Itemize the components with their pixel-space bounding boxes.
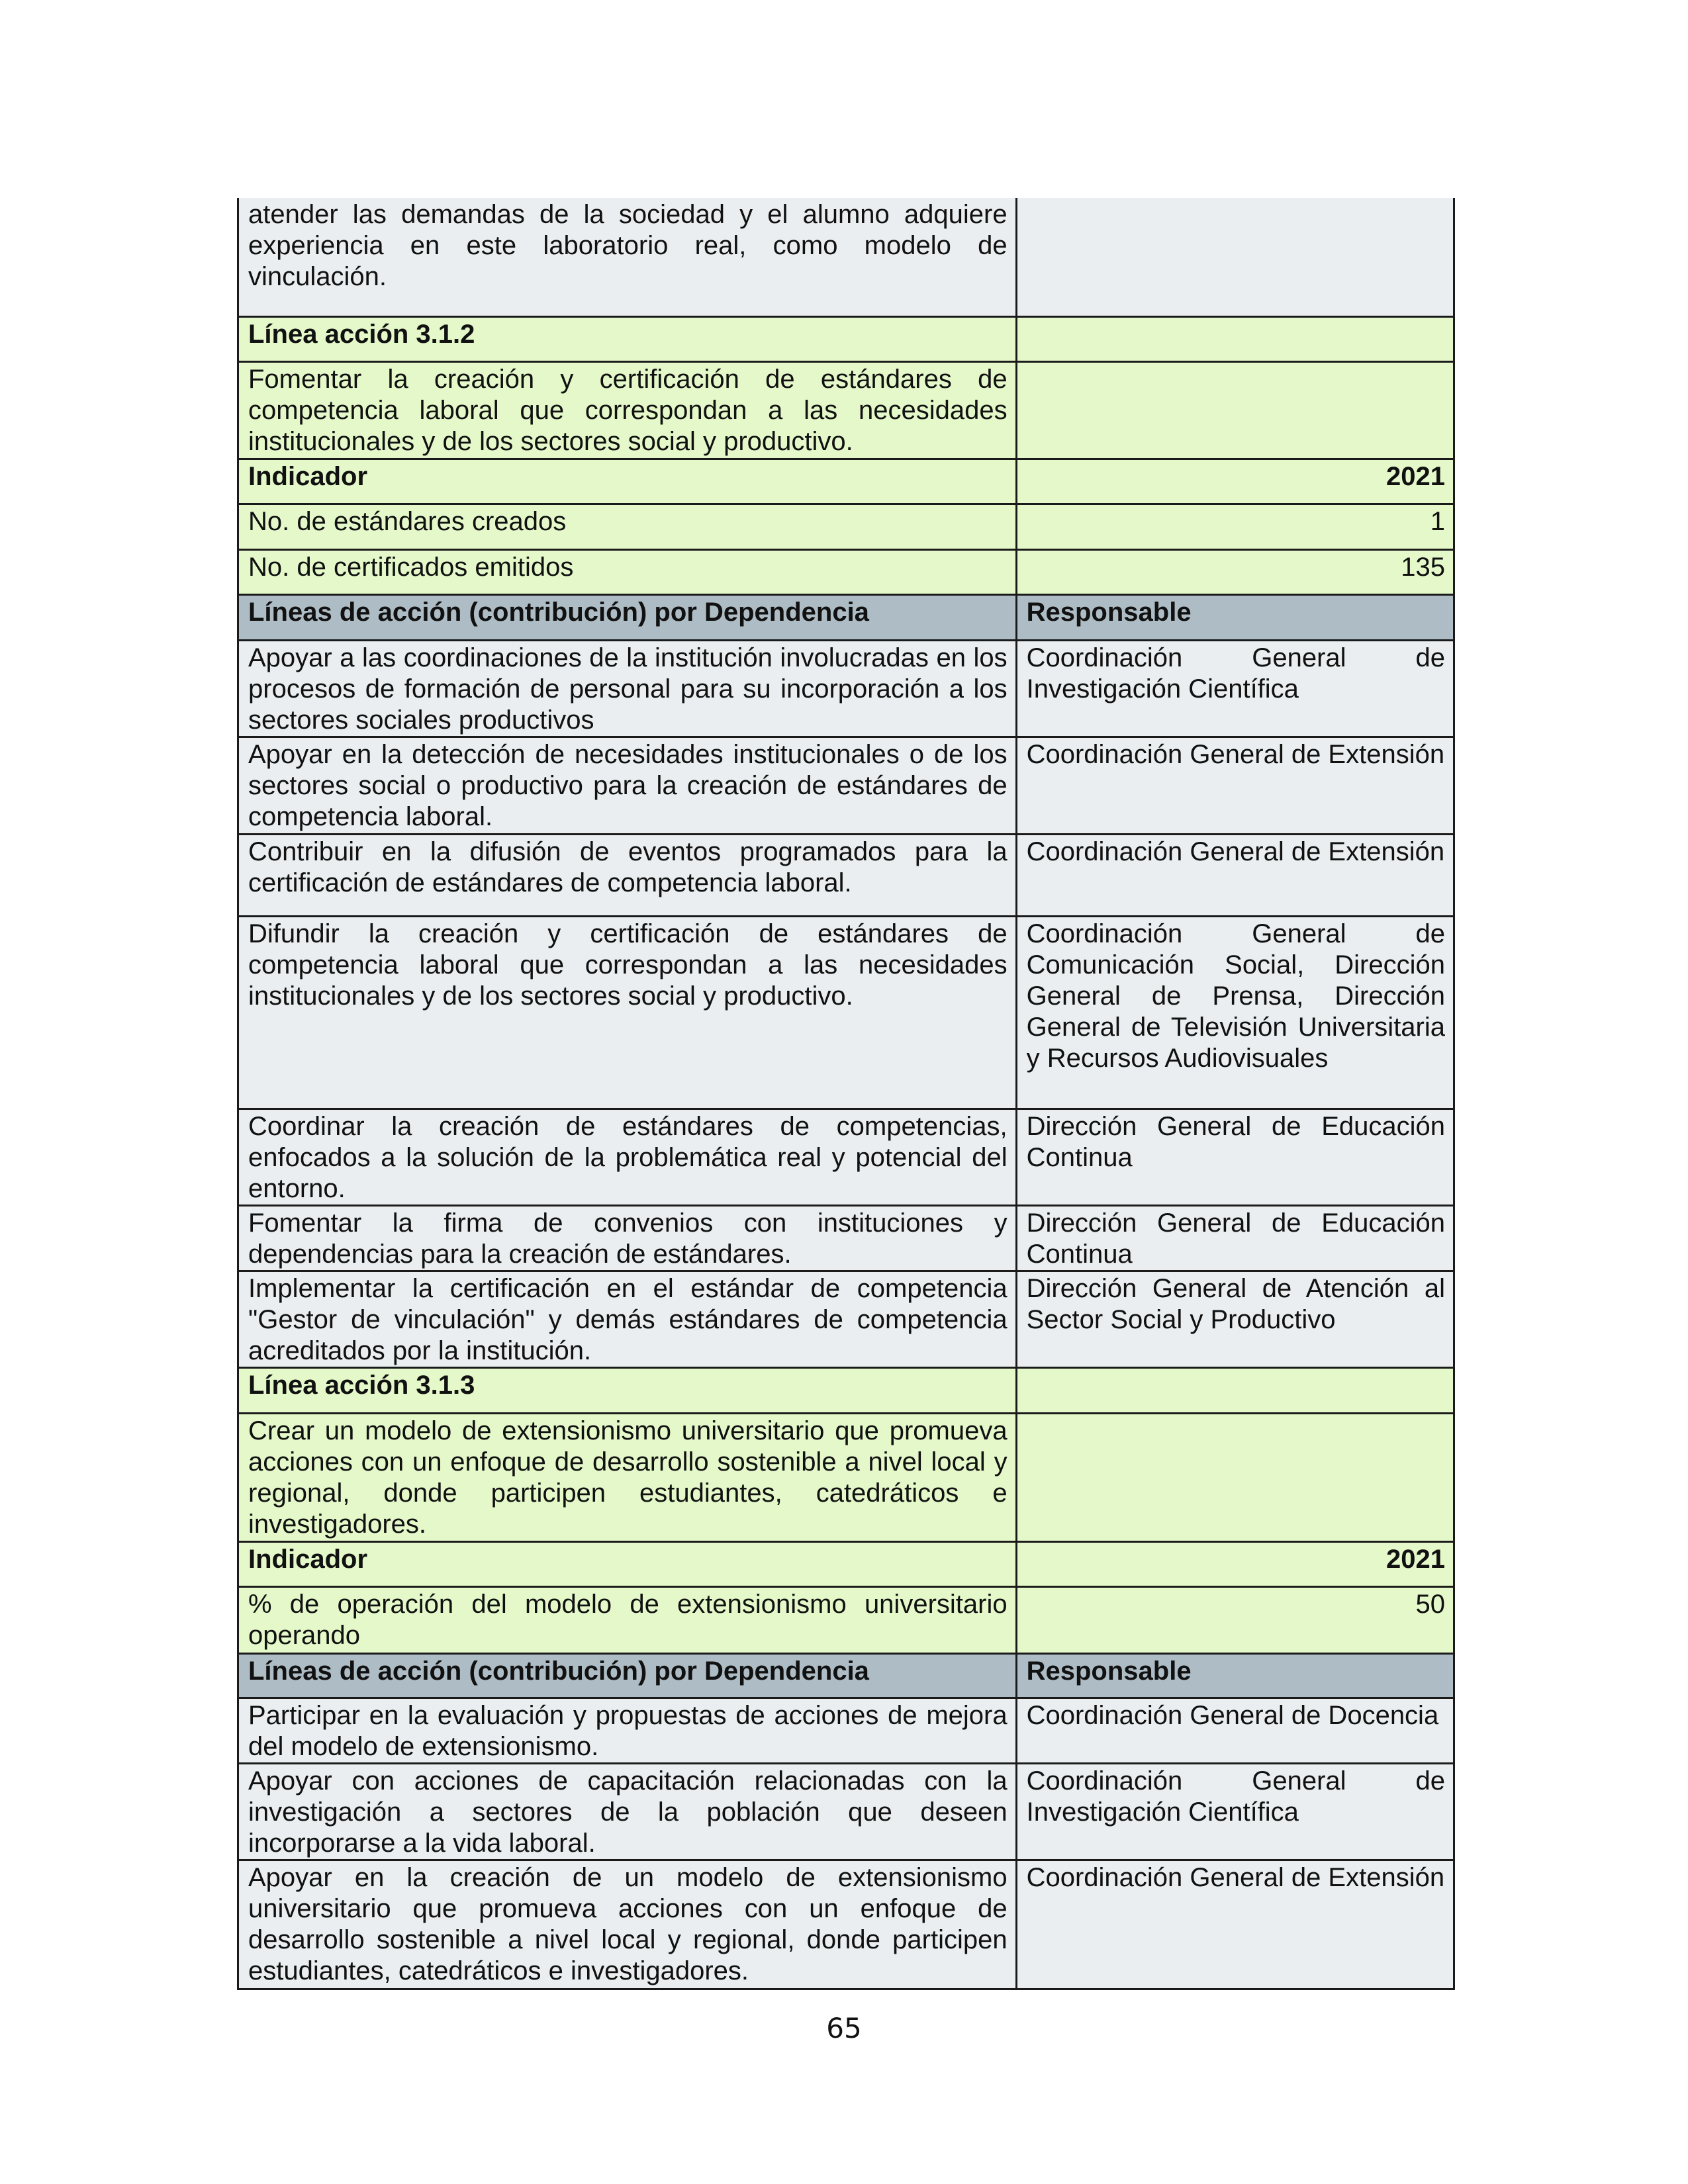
table-row — [238, 361, 1454, 459]
contrib-header: Líneas de acción (contribución) por Dependencia — [238, 1653, 1017, 1698]
table-row — [238, 594, 1454, 640]
table-row — [238, 459, 1454, 504]
table-row — [238, 1205, 1454, 1271]
action-responsable: Coordinación General de Investigación Científica — [1016, 1763, 1454, 1860]
table-row — [238, 1271, 1454, 1367]
action-text: Apoyar con acciones de capacitación relacionadas con la investigación a sectores de la población que deseen incorporarse a la vida laboral. — [238, 1763, 1017, 1860]
action-text: Contribuir en la difusión de eventos programados para la certificación de estándares de competencia laboral. — [238, 834, 1017, 916]
page-number: 65 — [826, 2012, 862, 2044]
empty-cell — [1016, 361, 1454, 459]
action-responsable: Coordinación General de Investigación Científica — [1016, 640, 1454, 737]
indicator-year: 2021 — [1016, 459, 1454, 504]
table-row — [238, 737, 1454, 834]
action-text: Apoyar a las coordinaciones de la institución involucradas en los procesos de formación de personal para su incorporación a los sectores sociales productivos — [238, 640, 1017, 737]
indicator-name: % de operación del modelo de extensionismo universitario operando — [238, 1586, 1017, 1653]
indicator-value: 135 — [1016, 549, 1454, 594]
table-row — [238, 1653, 1454, 1698]
table-row — [238, 1367, 1454, 1413]
action-lines-table — [237, 198, 1455, 1990]
table-row — [238, 316, 1454, 361]
continuation-responsable — [1016, 198, 1454, 316]
indicator-name: No. de estándares creados — [238, 504, 1017, 549]
indicator-year: 2021 — [1016, 1541, 1454, 1586]
indicator-header: Indicador — [238, 1541, 1017, 1586]
responsable-header: Responsable — [1016, 1653, 1454, 1698]
contrib-header: Líneas de acción (contribución) por Dependencia — [238, 594, 1017, 640]
action-responsable: Dirección General de Educación Continua — [1016, 1205, 1454, 1271]
action-responsable: Coordinación General de Docencia — [1016, 1698, 1454, 1763]
table-row — [238, 916, 1454, 1109]
table-row — [238, 1541, 1454, 1586]
action-responsable: Coordinación General de Comunicación Social, Dirección General de Prensa, Dirección General de Televisión Universitaria y Recursos Audiovisuales — [1016, 916, 1454, 1109]
action-text: Apoyar en la detección de necesidades institucionales o de los sectores social o productivo para la creación de estándares de competencia laboral. — [238, 737, 1017, 834]
action-responsable: Coordinación General de Extensión — [1016, 834, 1454, 916]
empty-cell — [1016, 1367, 1454, 1413]
linea-313-description: Crear un modelo de extensionismo universitario que promueva acciones con un enfoque de desarrollo sostenible a nivel local y regional, donde participen estudiantes, catedráticos e investigadores. — [238, 1413, 1017, 1541]
table-row — [238, 1586, 1454, 1653]
linea-312-description: Fomentar la creación y certificación de estándares de competencia laboral que correspondan a las necesidades institucionales y de los sectores social y productivo. — [238, 361, 1017, 459]
action-text: Coordinar la creación de estándares de competencias, enfocados a la solución de la problemática real y potencial del entorno. — [238, 1109, 1017, 1205]
table-row — [238, 1860, 1454, 1989]
continuation-text: atender las demandas de la sociedad y el alumno adquiere experiencia en este laboratorio real, como modelo de vinculación. — [238, 198, 1017, 316]
table-row — [238, 549, 1454, 594]
empty-cell — [1016, 316, 1454, 361]
action-text: Fomentar la firma de convenios con instituciones y dependencias para la creación de estándares. — [238, 1205, 1017, 1271]
action-responsable: Coordinación General de Extensión — [1016, 1860, 1454, 1989]
action-responsable: Dirección General de Atención al Sector Social y Productivo — [1016, 1271, 1454, 1367]
indicator-header: Indicador — [238, 459, 1017, 504]
responsable-header: Responsable — [1016, 594, 1454, 640]
table-row — [238, 198, 1454, 316]
indicator-name: No. de certificados emitidos — [238, 549, 1017, 594]
action-text: Participar en la evaluación y propuestas de acciones de mejora del modelo de extensionismo. — [238, 1698, 1017, 1763]
table-row — [238, 1413, 1454, 1541]
action-text: Difundir la creación y certificación de estándares de competencia laboral que correspondan a las necesidades institucionales y de los sectores social y productivo. — [238, 916, 1017, 1109]
table-row — [238, 640, 1454, 737]
table-row — [238, 834, 1454, 916]
table-row — [238, 504, 1454, 549]
indicator-value: 1 — [1016, 504, 1454, 549]
indicator-value: 50 — [1016, 1586, 1454, 1653]
linea-312-label: Línea acción 3.1.2 — [238, 316, 1017, 361]
action-responsable: Dirección General de Educación Continua — [1016, 1109, 1454, 1205]
action-responsable: Coordinación General de Extensión — [1016, 737, 1454, 834]
action-text: Apoyar en la creación de un modelo de extensionismo universitario que promueva acciones con un enfoque de desarrollo sostenible a nivel local y regional, donde participen estudiantes, catedráticos e investigadores. — [238, 1860, 1017, 1989]
action-text: Implementar la certificación en el estándar de competencia "Gestor de vinculación" y demás estándares de competencia acreditados por la institución. — [238, 1271, 1017, 1367]
table-row — [238, 1698, 1454, 1763]
linea-313-label: Línea acción 3.1.3 — [238, 1367, 1017, 1413]
table-row — [238, 1763, 1454, 1860]
empty-cell — [1016, 1413, 1454, 1541]
table-row — [238, 1109, 1454, 1205]
